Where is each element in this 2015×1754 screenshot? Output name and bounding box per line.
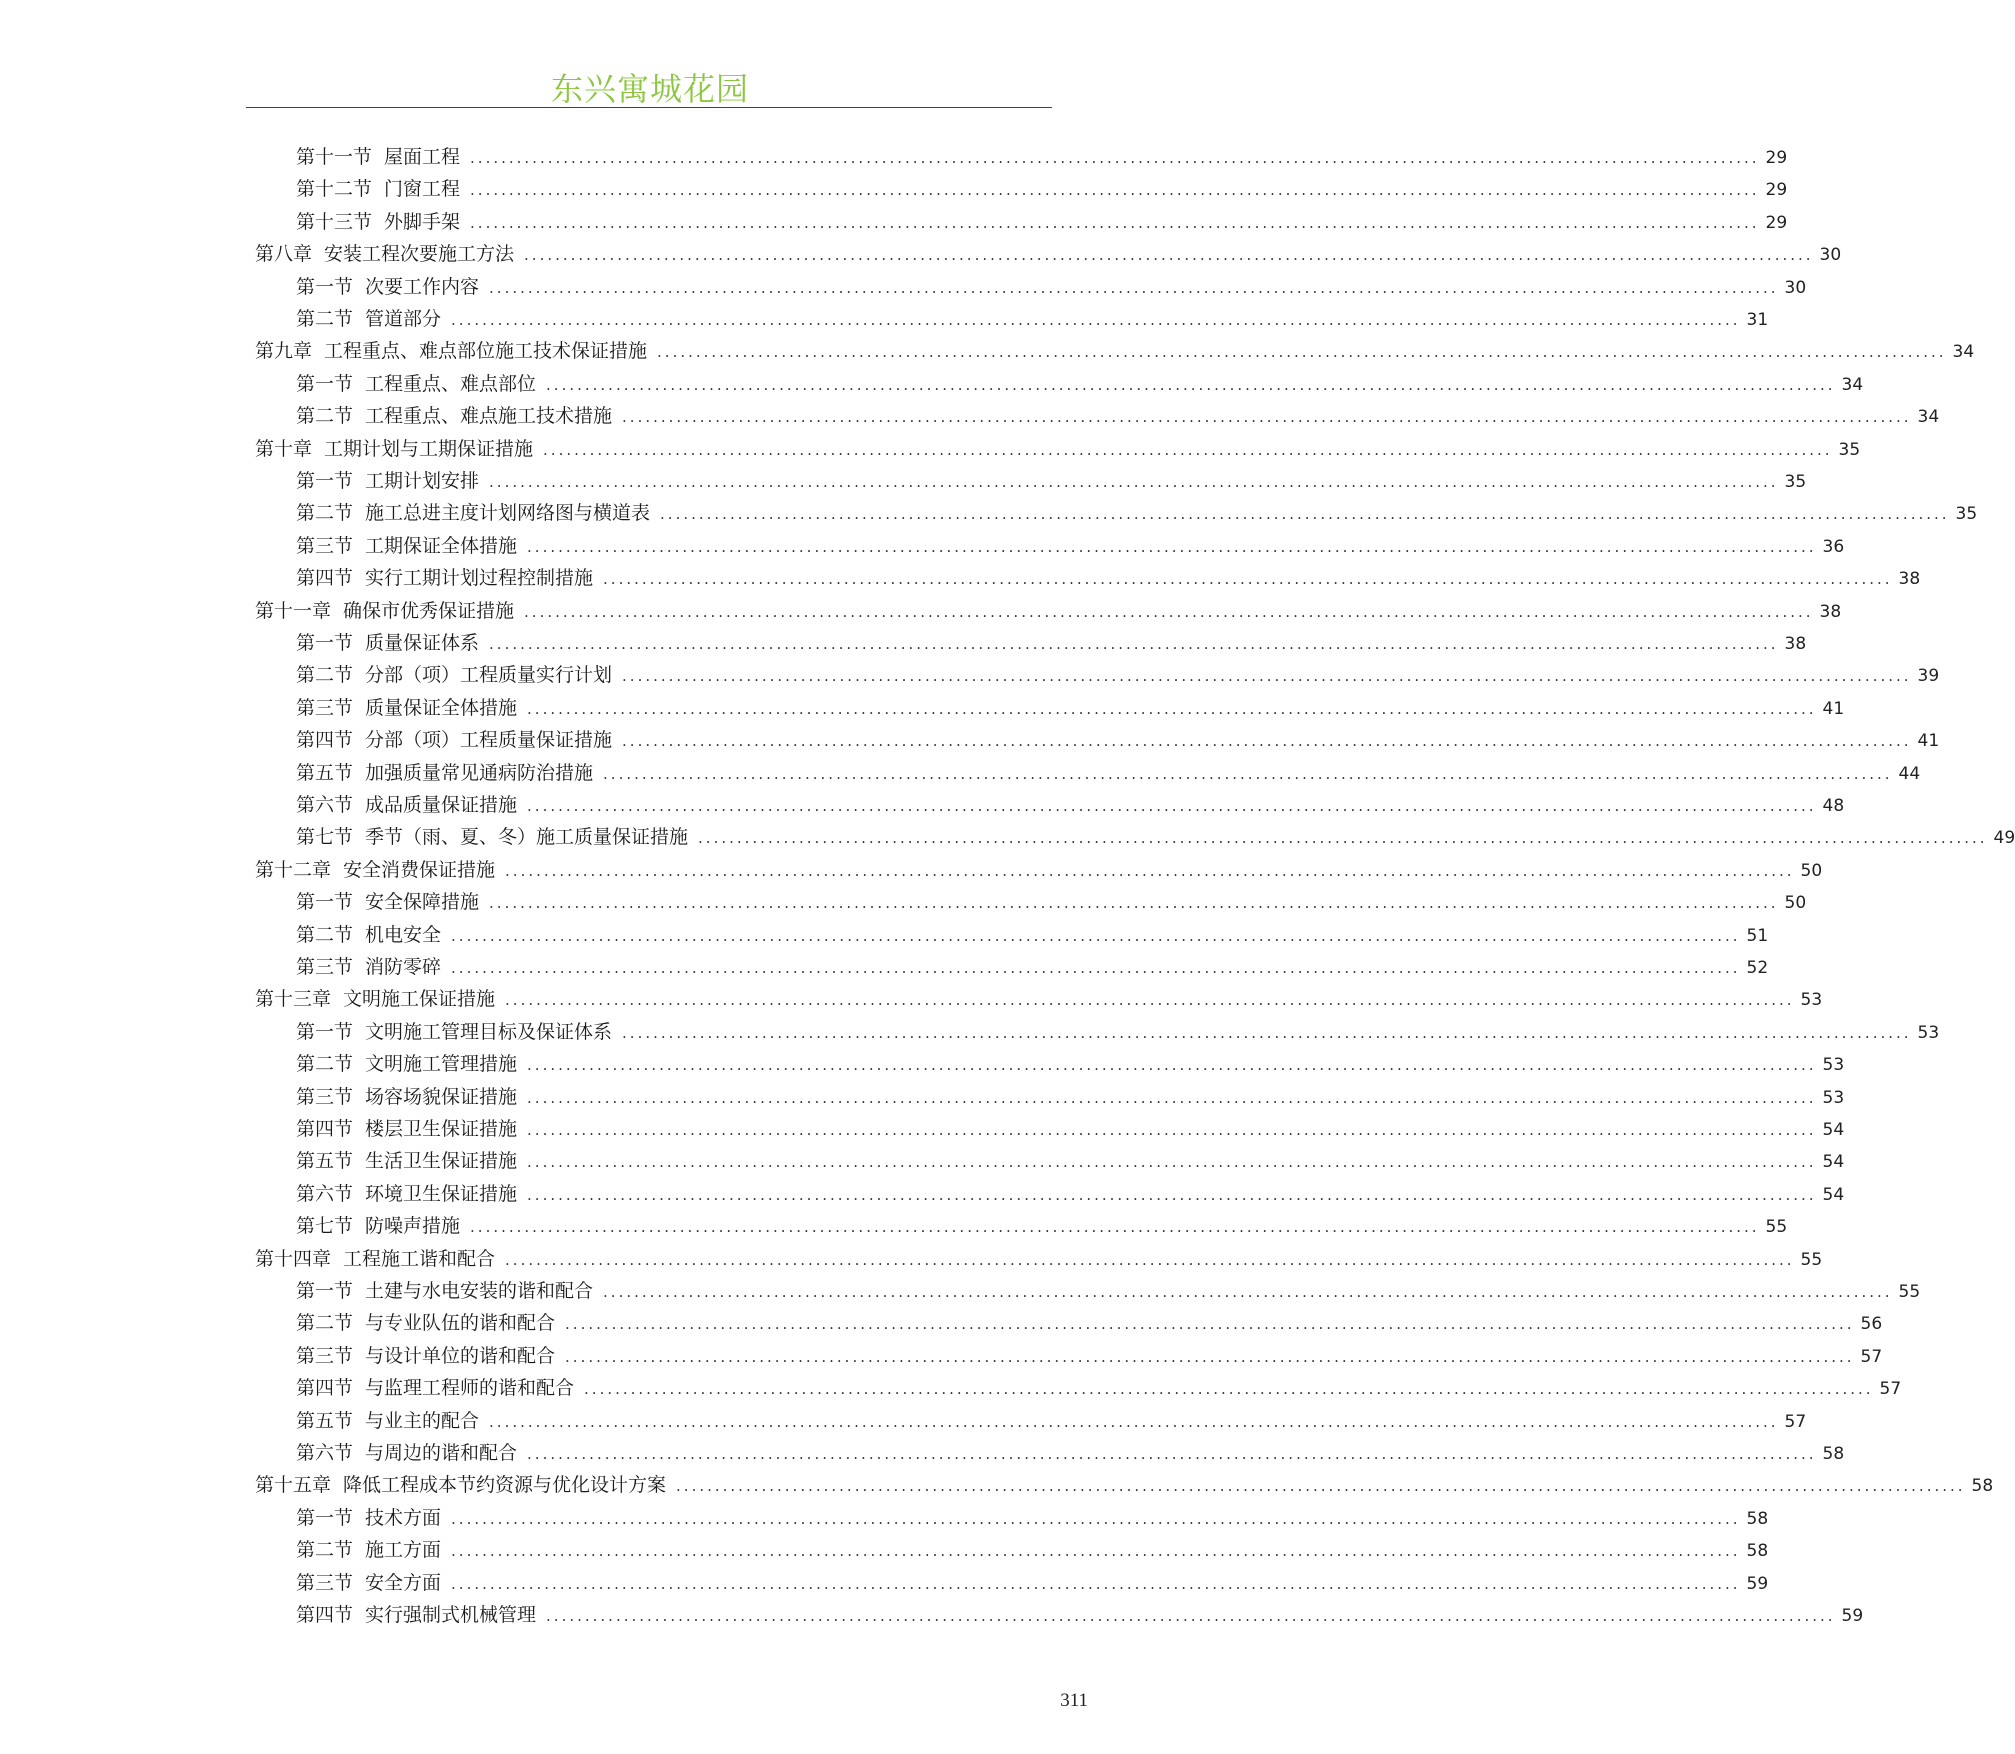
toc-entry-page: 29 — [1765, 148, 1788, 168]
toc-dot-leader: ...................................................................................................................................................................... — [451, 311, 1741, 329]
toc-section-entry[interactable] — [296, 1178, 1845, 1210]
toc-section-entry[interactable] — [296, 1016, 1940, 1048]
toc-dot-leader: ...................................................................................................................................................................... — [489, 635, 1779, 653]
toc-section-entry[interactable] — [296, 271, 1807, 303]
toc-dot-leader: ...................................................................................................................................................................... — [505, 991, 1795, 1010]
toc-entry-number: 第一节 — [296, 372, 354, 395]
toc-dot-leader: ...................................................................................................................................................................... — [470, 149, 1760, 167]
toc-chapter-entry[interactable] — [255, 335, 1975, 367]
toc-entry-title: 工程重点、难点部位施工技术保证措施 — [324, 340, 648, 363]
toc-section-entry[interactable] — [296, 1534, 1769, 1566]
toc-entry-title: 降低工程成本节约资源与优化设计方案 — [343, 1474, 667, 1497]
toc-dot-leader: ...................................................................................................................................................................... — [489, 1412, 1779, 1431]
toc-dot-leader: ...................................................................................................................................................................... — [505, 861, 1795, 880]
toc-entry-title: 生活卫生保证措施 — [365, 1150, 518, 1173]
toc-entry-number: 第一节 — [296, 470, 354, 492]
toc-entry-title: 文明施工保证措施 — [343, 988, 496, 1011]
toc-entry-number: 第六节 — [296, 1442, 354, 1464]
toc-section-entry[interactable] — [296, 1081, 1845, 1113]
toc-section-entry[interactable] — [296, 627, 1807, 659]
toc-entry-number: 第十二节 — [296, 178, 373, 201]
toc-entry-title: 防噪声措施 — [365, 1215, 461, 1238]
toc-entry-title: 工程重点、难点部位 — [365, 372, 537, 395]
toc-dot-leader: ...................................................................................................................................................................... — [527, 797, 1817, 815]
toc-dot-leader: ...................................................................................................................................................................... — [565, 1347, 1855, 1366]
toc-entry-number: 第三节 — [296, 1085, 354, 1108]
toc-entry-page: 30 — [1819, 245, 1842, 266]
toc-entry-number: 第三节 — [296, 696, 354, 719]
toc-entry-number: 第一节 — [296, 891, 354, 914]
toc-entry-page: 58 — [1746, 1508, 1769, 1529]
toc-entry-page: 58 — [1746, 1541, 1769, 1562]
toc-dot-leader: ...................................................................................................................................................................... — [527, 537, 1817, 556]
toc-entry-title: 工期计划安排 — [365, 470, 480, 492]
toc-entry-title: 次要工作内容 — [365, 275, 480, 298]
toc-entry-page: 57 — [1879, 1379, 1902, 1400]
toc-dot-leader: ...................................................................................................................................................................... — [527, 699, 1817, 718]
toc-section-entry[interactable] — [296, 141, 1788, 173]
toc-dot-leader: ...................................................................................................................................................................... — [451, 959, 1741, 977]
toc-entry-title: 工期保证全体措施 — [365, 534, 518, 557]
toc-section-entry[interactable] — [296, 724, 1940, 756]
toc-dot-leader: ...................................................................................................................................................................... — [527, 1056, 1817, 1075]
toc-section-entry[interactable] — [296, 1048, 1845, 1080]
toc-dot-leader: ...................................................................................................................................................................... — [603, 764, 1893, 783]
toc-dot-leader: ...................................................................................................................................................................... — [489, 278, 1779, 297]
toc-section-entry[interactable] — [296, 886, 1807, 918]
toc-entry-page: 34 — [1952, 342, 1975, 363]
toc-entry-page: 50 — [1784, 893, 1807, 914]
toc-chapter-entry[interactable] — [255, 1469, 1994, 1501]
toc-entry-page: 38 — [1898, 569, 1921, 590]
toc-entry-page: 59 — [1841, 1606, 1864, 1626]
toc-section-entry[interactable] — [296, 206, 1788, 238]
toc-entry-number: 第十三节 — [296, 210, 373, 233]
toc-entry-page: 38 — [1784, 634, 1807, 654]
toc-section-entry[interactable] — [296, 368, 1864, 400]
toc-entry-page: 48 — [1822, 796, 1845, 816]
toc-entry-title: 文明施工管理措施 — [365, 1053, 518, 1076]
toc-entry-title: 工程施工谐和配合 — [343, 1247, 496, 1270]
toc-dot-leader: ...................................................................................................................................................................... — [505, 1250, 1795, 1269]
toc-dot-leader: ...................................................................................................................................................................... — [489, 894, 1779, 913]
toc-entry-number: 第五节 — [296, 1409, 354, 1432]
toc-entry-title: 与监理工程师的谐和配合 — [365, 1377, 575, 1400]
toc-entry-page: 44 — [1898, 763, 1921, 784]
toc-dot-leader: ...................................................................................................................................................................... — [470, 213, 1760, 232]
toc-entry-title: 季节（雨、夏、冬）施工质量保证措施 — [365, 826, 689, 849]
toc-entry-number: 第一节 — [296, 632, 354, 654]
toc-entry-number: 第二节 — [296, 1539, 354, 1562]
toc-section-entry[interactable] — [296, 1307, 1883, 1339]
toc-entry-number: 第八章 — [255, 243, 313, 266]
toc-entry-number: 第七节 — [296, 1215, 354, 1238]
toc-dot-leader: ...................................................................................................................................................................... — [676, 1477, 1966, 1496]
toc-entry-title: 成品质量保证措施 — [365, 794, 518, 816]
toc-chapter-entry[interactable] — [255, 983, 1823, 1015]
toc-entry-page: 59 — [1746, 1573, 1769, 1594]
toc-chapter-entry[interactable] — [255, 1243, 1823, 1275]
header-divider — [246, 107, 1052, 108]
toc-entry-page: 54 — [1822, 1152, 1845, 1173]
toc-entry-page: 51 — [1746, 925, 1769, 946]
toc-dot-leader: ...................................................................................................................................................................... — [603, 570, 1893, 589]
toc-section-entry[interactable] — [296, 562, 1921, 594]
toc-entry-page: 35 — [1784, 472, 1807, 492]
toc-section-entry[interactable] — [296, 789, 1845, 821]
toc-dot-leader: ...................................................................................................................................................................... — [451, 1509, 1741, 1528]
toc-entry-number: 第三节 — [296, 956, 354, 978]
toc-dot-leader: ...................................................................................................................................................................... — [565, 1315, 1855, 1334]
toc-section-entry[interactable] — [296, 1372, 1902, 1404]
toc-dot-leader: ...................................................................................................................................................................... — [660, 505, 1950, 524]
toc-entry-page: 35 — [1955, 504, 1978, 525]
toc-entry-page: 41 — [1917, 731, 1940, 752]
toc-entry-title: 与设计单位的谐和配合 — [365, 1344, 556, 1367]
toc-entry-number: 第二节 — [296, 1312, 354, 1335]
toc-dot-leader: ...................................................................................................................................................................... — [527, 1445, 1817, 1463]
toc-entry-title: 施工总进主度计划网络图与横道表 — [365, 502, 651, 525]
toc-dot-leader: ...................................................................................................................................................................... — [584, 1380, 1874, 1399]
toc-section-entry[interactable] — [296, 1437, 1845, 1469]
toc-entry-title: 楼层卫生保证措施 — [365, 1118, 518, 1140]
toc-entry-page: 34 — [1841, 374, 1864, 395]
toc-entry-title: 场容场貌保证措施 — [365, 1085, 518, 1108]
toc-dot-leader: ...................................................................................................................................................................... — [489, 473, 1779, 491]
toc-dot-leader: ...................................................................................................................................................................... — [470, 1218, 1760, 1237]
toc-entry-title: 安全保障措施 — [365, 891, 480, 914]
toc-entry-page: 52 — [1746, 958, 1769, 978]
toc-entry-number: 第十二章 — [255, 858, 332, 881]
toc-entry-title: 施工方面 — [365, 1539, 442, 1562]
toc-section-entry[interactable] — [296, 1210, 1788, 1242]
toc-entry-page: 41 — [1822, 698, 1845, 719]
toc-entry-number: 第四节 — [296, 1377, 354, 1400]
toc-entry-number: 第六节 — [296, 1182, 354, 1205]
toc-entry-title: 加强质量常见通病防治措施 — [365, 761, 594, 784]
toc-entry-number: 第二节 — [296, 1053, 354, 1076]
toc-dot-leader: ...................................................................................................................................................................... — [527, 1185, 1817, 1204]
toc-section-entry[interactable] — [296, 659, 1940, 691]
toc-section-entry[interactable] — [296, 692, 1845, 724]
toc-dot-leader: ...................................................................................................................................................................... — [451, 1574, 1741, 1593]
toc-entry-number: 第二节 — [296, 664, 354, 687]
toc-entry-title: 机电安全 — [365, 923, 442, 946]
toc-entry-page: 29 — [1765, 180, 1788, 201]
toc-entry-page: 29 — [1765, 212, 1788, 233]
toc-entry-number: 第四节 — [296, 567, 354, 590]
toc-dot-leader: ...................................................................................................................................................................... — [527, 1088, 1817, 1107]
toc-chapter-entry[interactable] — [255, 433, 1861, 465]
toc-entry-page: 55 — [1765, 1217, 1788, 1238]
toc-entry-number: 第四节 — [296, 729, 354, 752]
toc-entry-number: 第四节 — [296, 1118, 354, 1140]
toc-dot-leader: ...................................................................................................................................................................... — [657, 343, 1947, 362]
toc-entry-number: 第十四章 — [255, 1247, 332, 1270]
toc-entry-title: 文明施工管理目标及保证体系 — [365, 1020, 613, 1043]
toc-entry-title: 安全方面 — [365, 1571, 442, 1594]
toc-section-entry[interactable] — [296, 1113, 1845, 1145]
toc-entry-page: 53 — [1822, 1087, 1845, 1108]
toc-entry-number: 第二节 — [296, 308, 354, 330]
toc-entry-number: 第五节 — [296, 761, 354, 784]
toc-dot-leader: ...................................................................................................................................................................... — [524, 602, 1814, 621]
toc-entry-title: 消防零碎 — [365, 956, 442, 978]
toc-entry-number: 第五节 — [296, 1150, 354, 1173]
toc-entry-title: 土建与水电安装的谐和配合 — [365, 1280, 594, 1302]
toc-entry-title: 工程重点、难点施工技术措施 — [365, 405, 613, 428]
toc-entry-page: 57 — [1784, 1411, 1807, 1432]
toc-entry-number: 第二节 — [296, 405, 354, 428]
toc-entry-page: 31 — [1746, 310, 1769, 330]
toc-entry-page: 36 — [1822, 536, 1845, 557]
toc-entry-title: 门窗工程 — [384, 178, 461, 201]
toc-entry-page: 39 — [1917, 666, 1940, 687]
toc-entry-title: 实行强制式机械管理 — [365, 1604, 537, 1626]
toc-entry-number: 第七节 — [296, 826, 354, 849]
toc-entry-number: 第一节 — [296, 1020, 354, 1043]
toc-entry-page: 53 — [1822, 1055, 1845, 1076]
toc-entry-number: 第六节 — [296, 794, 354, 816]
toc-dot-leader: ...................................................................................................................................................................... — [622, 732, 1912, 751]
toc-entry-page: 58 — [1822, 1444, 1845, 1464]
toc-entry-title: 管道部分 — [365, 308, 442, 330]
toc-entry-page: 55 — [1800, 1249, 1823, 1270]
toc-dot-leader: ...................................................................................................................................................................... — [546, 1607, 1836, 1625]
toc-entry-title: 分部（项）工程质量保证措施 — [365, 729, 613, 752]
toc-entry-number: 第十一章 — [255, 599, 332, 622]
page-number: 311 — [1060, 1690, 1088, 1711]
toc-dot-leader: ...................................................................................................................................................................... — [527, 1121, 1817, 1139]
toc-entry-title: 质量保证全体措施 — [365, 696, 518, 719]
toc-section-entry[interactable] — [296, 303, 1769, 335]
toc-entry-page: 55 — [1898, 1282, 1921, 1302]
toc-entry-title: 环境卫生保证措施 — [365, 1182, 518, 1205]
toc-entry-number: 第三节 — [296, 1571, 354, 1594]
toc-dot-leader: ...................................................................................................................................................................... — [622, 667, 1912, 686]
document-header-title: 东兴寓城花园 — [550, 70, 749, 108]
toc-entry-number: 第四节 — [296, 1604, 354, 1626]
toc-entry-number: 第九章 — [255, 340, 313, 363]
toc-section-entry[interactable] — [296, 1599, 1864, 1631]
toc-entry-title: 外脚手架 — [384, 210, 461, 233]
toc-entry-page: 49 — [1993, 828, 2015, 849]
toc-chapter-entry[interactable] — [255, 595, 1842, 627]
toc-entry-title: 实行工期计划过程控制措施 — [365, 567, 594, 590]
toc-dot-leader: ...................................................................................................................................................................... — [698, 829, 1988, 848]
toc-section-entry[interactable] — [296, 1502, 1769, 1534]
toc-entry-number: 第十三章 — [255, 988, 332, 1011]
toc-entry-title: 与周边的谐和配合 — [365, 1442, 518, 1464]
toc-dot-leader: ...................................................................................................................................................................... — [527, 1153, 1817, 1172]
toc-dot-leader: ...................................................................................................................................................................... — [524, 246, 1814, 265]
toc-entry-number: 第三节 — [296, 1344, 354, 1367]
toc-entry-number: 第十章 — [255, 437, 313, 460]
toc-entry-number: 第二节 — [296, 502, 354, 525]
toc-entry-page: 58 — [1971, 1476, 1994, 1497]
toc-section-entry[interactable] — [296, 757, 1921, 789]
toc-entry-number: 第十一节 — [296, 146, 373, 168]
toc-section-entry[interactable] — [296, 1567, 1769, 1599]
toc-entry-page: 30 — [1784, 277, 1807, 298]
toc-entry-title: 安全消费保证措施 — [343, 858, 496, 881]
toc-section-entry[interactable] — [296, 951, 1769, 983]
toc-section-entry[interactable] — [296, 465, 1807, 497]
toc-section-entry[interactable] — [296, 1145, 1845, 1177]
toc-dot-leader: ...................................................................................................................................................................... — [451, 1542, 1741, 1561]
toc-dot-leader: ...................................................................................................................................................................... — [543, 440, 1833, 459]
toc-entry-page: 35 — [1838, 439, 1861, 460]
toc-entry-number: 第三节 — [296, 534, 354, 557]
toc-entry-title: 与业主的配合 — [365, 1409, 480, 1432]
toc-entry-page: 54 — [1822, 1184, 1845, 1205]
toc-entry-page: 54 — [1822, 1120, 1845, 1140]
toc-entry-title: 工期计划与工期保证措施 — [324, 437, 534, 460]
toc-entry-number: 第一节 — [296, 275, 354, 298]
toc-entry-page: 50 — [1800, 860, 1823, 881]
toc-dot-leader: ...................................................................................................................................................................... — [546, 375, 1836, 394]
toc-section-entry[interactable] — [296, 400, 1940, 432]
toc-section-entry[interactable] — [296, 919, 1769, 951]
toc-entry-title: 技术方面 — [365, 1506, 442, 1529]
toc-entry-number: 第一节 — [296, 1506, 354, 1529]
toc-section-entry[interactable] — [296, 1405, 1807, 1437]
toc-section-entry[interactable] — [296, 497, 1978, 529]
toc-entry-page: 38 — [1819, 601, 1842, 622]
toc-entry-page: 57 — [1860, 1346, 1883, 1367]
toc-entry-title: 确保市优秀保证措施 — [343, 599, 515, 622]
toc-dot-leader: ...................................................................................................................................................................... — [622, 1023, 1912, 1042]
toc-entry-title: 屋面工程 — [384, 146, 461, 168]
toc-dot-leader: ...................................................................................................................................................................... — [622, 408, 1912, 427]
toc-entry-number: 第一节 — [296, 1280, 354, 1302]
toc-entry-title: 质量保证体系 — [365, 632, 480, 654]
toc-entry-title: 安装工程次要施工方法 — [324, 243, 515, 266]
toc-chapter-entry[interactable] — [255, 238, 1842, 270]
toc-entry-title: 分部（项）工程质量实行计划 — [365, 664, 613, 687]
toc-section-entry[interactable] — [296, 1340, 1883, 1372]
toc-entry-number: 第二节 — [296, 923, 354, 946]
toc-entry-number: 第十五章 — [255, 1474, 332, 1497]
toc-entry-page: 34 — [1917, 407, 1940, 428]
toc-chapter-entry[interactable] — [255, 854, 1823, 886]
toc-dot-leader: ...................................................................................................................................................................... — [603, 1283, 1893, 1301]
toc-entry-page: 53 — [1800, 990, 1823, 1011]
toc-entry-page: 56 — [1860, 1314, 1883, 1335]
toc-section-entry[interactable] — [296, 173, 1788, 205]
toc-entry-page: 53 — [1917, 1022, 1940, 1043]
toc-entry-title: 与专业队伍的谐和配合 — [365, 1312, 556, 1335]
toc-section-entry[interactable] — [296, 1275, 1921, 1307]
toc-section-entry[interactable] — [296, 530, 1845, 562]
toc-dot-leader: ...................................................................................................................................................................... — [470, 181, 1760, 200]
toc-dot-leader: ...................................................................................................................................................................... — [451, 926, 1741, 945]
toc-section-entry[interactable] — [296, 821, 2015, 853]
